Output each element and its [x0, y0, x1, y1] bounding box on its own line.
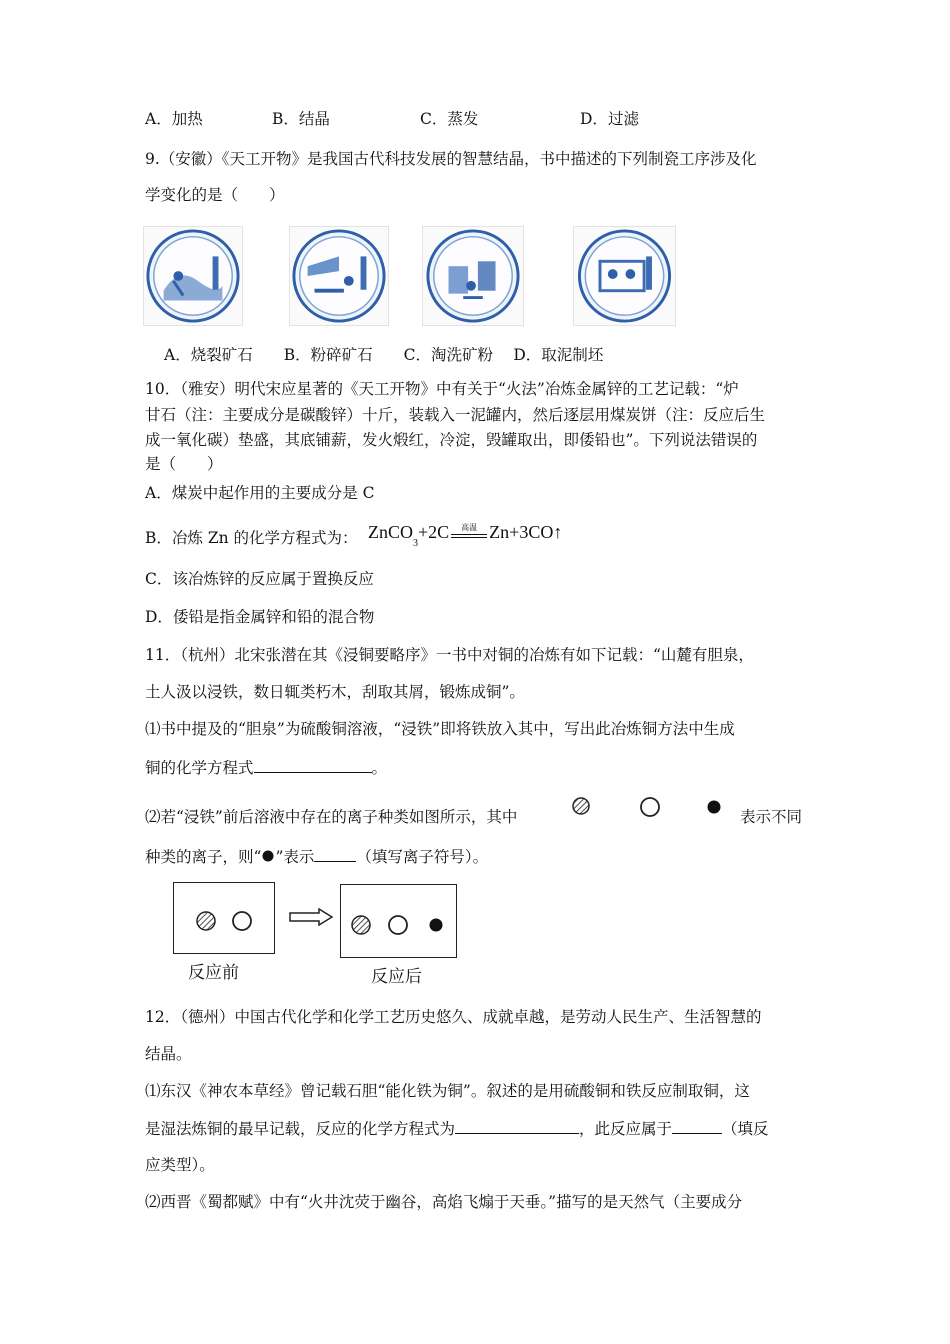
q9-stem-line2: 学变化的是（ ） — [145, 186, 285, 204]
q11-part1-line1: ⑴书中提及的“胆泉”为硫酸铜溶液，“浸铁”即将铁放入其中，写出此冶炼铜方法中生成 — [145, 720, 735, 738]
q11-stem-line2: 土人汲以浸铁，数日辄类朽木，刮取其屑，锻炼成铜”。 — [145, 683, 525, 701]
q10-stem-line1: 10．（雅安）明代宋应星著的《天工开物》中有关于“火法”冶炼金属锌的工艺记载：“炉 — [145, 380, 739, 398]
q10-option-c: C．该冶炼锌的反应属于置换反应 — [145, 570, 374, 588]
q10-option-d: D．倭铅是指金属锌和铅的混合物 — [145, 608, 375, 626]
before-reaction-label: 反应前 — [188, 963, 239, 983]
answer-blank[interactable] — [254, 757, 372, 773]
q9-stem-line1: 9.（安徽）《天工开物》是我国古代科技发展的智慧结晶，书中描述的下列制瓷工序涉及化 — [145, 150, 757, 168]
porcelain-plate-illustration-d — [573, 226, 676, 326]
q11-part2-suffix: 表示不同 — [740, 808, 803, 826]
q12-part1-line2: 是湿法炼铜的最早记载，反应的化学方程式为 ，此反应属于 （填反 — [145, 1120, 769, 1138]
q10-stem-line3: 成一氧化碳）垫盛，其底铺薪，发火煅红，冷淀，毁罐取出，即倭铅也”。下列说法错误的 — [145, 431, 758, 449]
q10-stem-line2: 甘石（注：主要成分是碳酸锌）十斤，装载入一泥罐内，然后逐层用煤炭饼（注：反应后生 — [145, 406, 766, 424]
q12-part2-line1: ⑵西晋《蜀都赋》中有“火井沈荧于幽谷，高焰飞煽于天垂。”描写的是天然气（主要成分 — [145, 1193, 743, 1211]
hollow-ion-icon — [638, 795, 662, 823]
solid-ion-icon — [705, 798, 723, 820]
solid-ion-icon — [430, 919, 443, 932]
q8-option-c: C．蒸发 — [420, 110, 479, 128]
arrow-icon — [289, 908, 333, 930]
zinc-smelting-equation: ZnCO$_3$+2C 高温 Zn+3CO↑ — [368, 522, 563, 549]
q8-option-d: D．过滤 — [580, 110, 639, 128]
answer-blank[interactable] — [672, 1118, 722, 1134]
hollow-ion-icon — [233, 912, 251, 930]
porcelain-plate-illustration-a — [143, 226, 243, 326]
equation-condition: 高温 — [449, 525, 489, 543]
q8-option-a: A．加热 — [145, 110, 203, 128]
hatched-ion-icon — [197, 912, 215, 930]
hollow-ion-icon — [389, 916, 407, 934]
answer-blank[interactable] — [455, 1118, 579, 1134]
q12-stem-line2: 结晶。 — [145, 1045, 192, 1063]
porcelain-plate-illustration-c — [422, 226, 524, 326]
solid-ion-icon — [261, 847, 275, 869]
after-reaction-label: 反应后 — [371, 967, 422, 987]
hatched-ion-icon — [352, 916, 370, 934]
q9-options: A．烧裂矿石 B．粉碎矿石 C．淘洗矿粉 D．取泥制坯 — [164, 346, 604, 364]
q11-part1-line2: 铜的化学方程式 。 — [145, 759, 388, 777]
answer-blank[interactable] — [314, 846, 356, 862]
q11-stem-line1: 11．（杭州）北宋张潜在其《浸铜要略序》一书中对铜的冶炼有如下记载：“山麓有胆泉， — [145, 646, 754, 664]
q12-stem-line1: 12．（德州）中国古代化学和化学工艺历史悠久、成就卓越，是劳动人民生产、生活智慧的 — [145, 1008, 762, 1026]
hatched-ion-icon — [570, 795, 592, 821]
q12-part1-line3: 应类型）。 — [145, 1156, 215, 1174]
porcelain-plate-illustration-b — [289, 226, 389, 326]
q10-stem-line4: 是（ ） — [145, 455, 223, 473]
q12-part1-line1: ⑴东汉《神农本草经》曾记载石胆“能化铁为铜”。叙述的是用硫酸铜和铁反应制取铜，这 — [145, 1082, 750, 1100]
q10-option-a: A．煤炭中起作用的主要成分是 C — [145, 484, 375, 502]
q11-part2-line2: 种类的离子，则“ ”表示 （填写离子符号）。 — [145, 846, 488, 869]
q11-part2-line1: ⑵若“浸铁”前后溶液中存在的离子种类如图所示，其中 — [145, 808, 518, 826]
q10-option-b: B．冶炼 Zn 的化学方程式为： — [145, 529, 358, 547]
after-reaction-box — [340, 884, 457, 958]
before-reaction-box — [173, 882, 275, 954]
q8-option-b: B．结晶 — [272, 110, 330, 128]
